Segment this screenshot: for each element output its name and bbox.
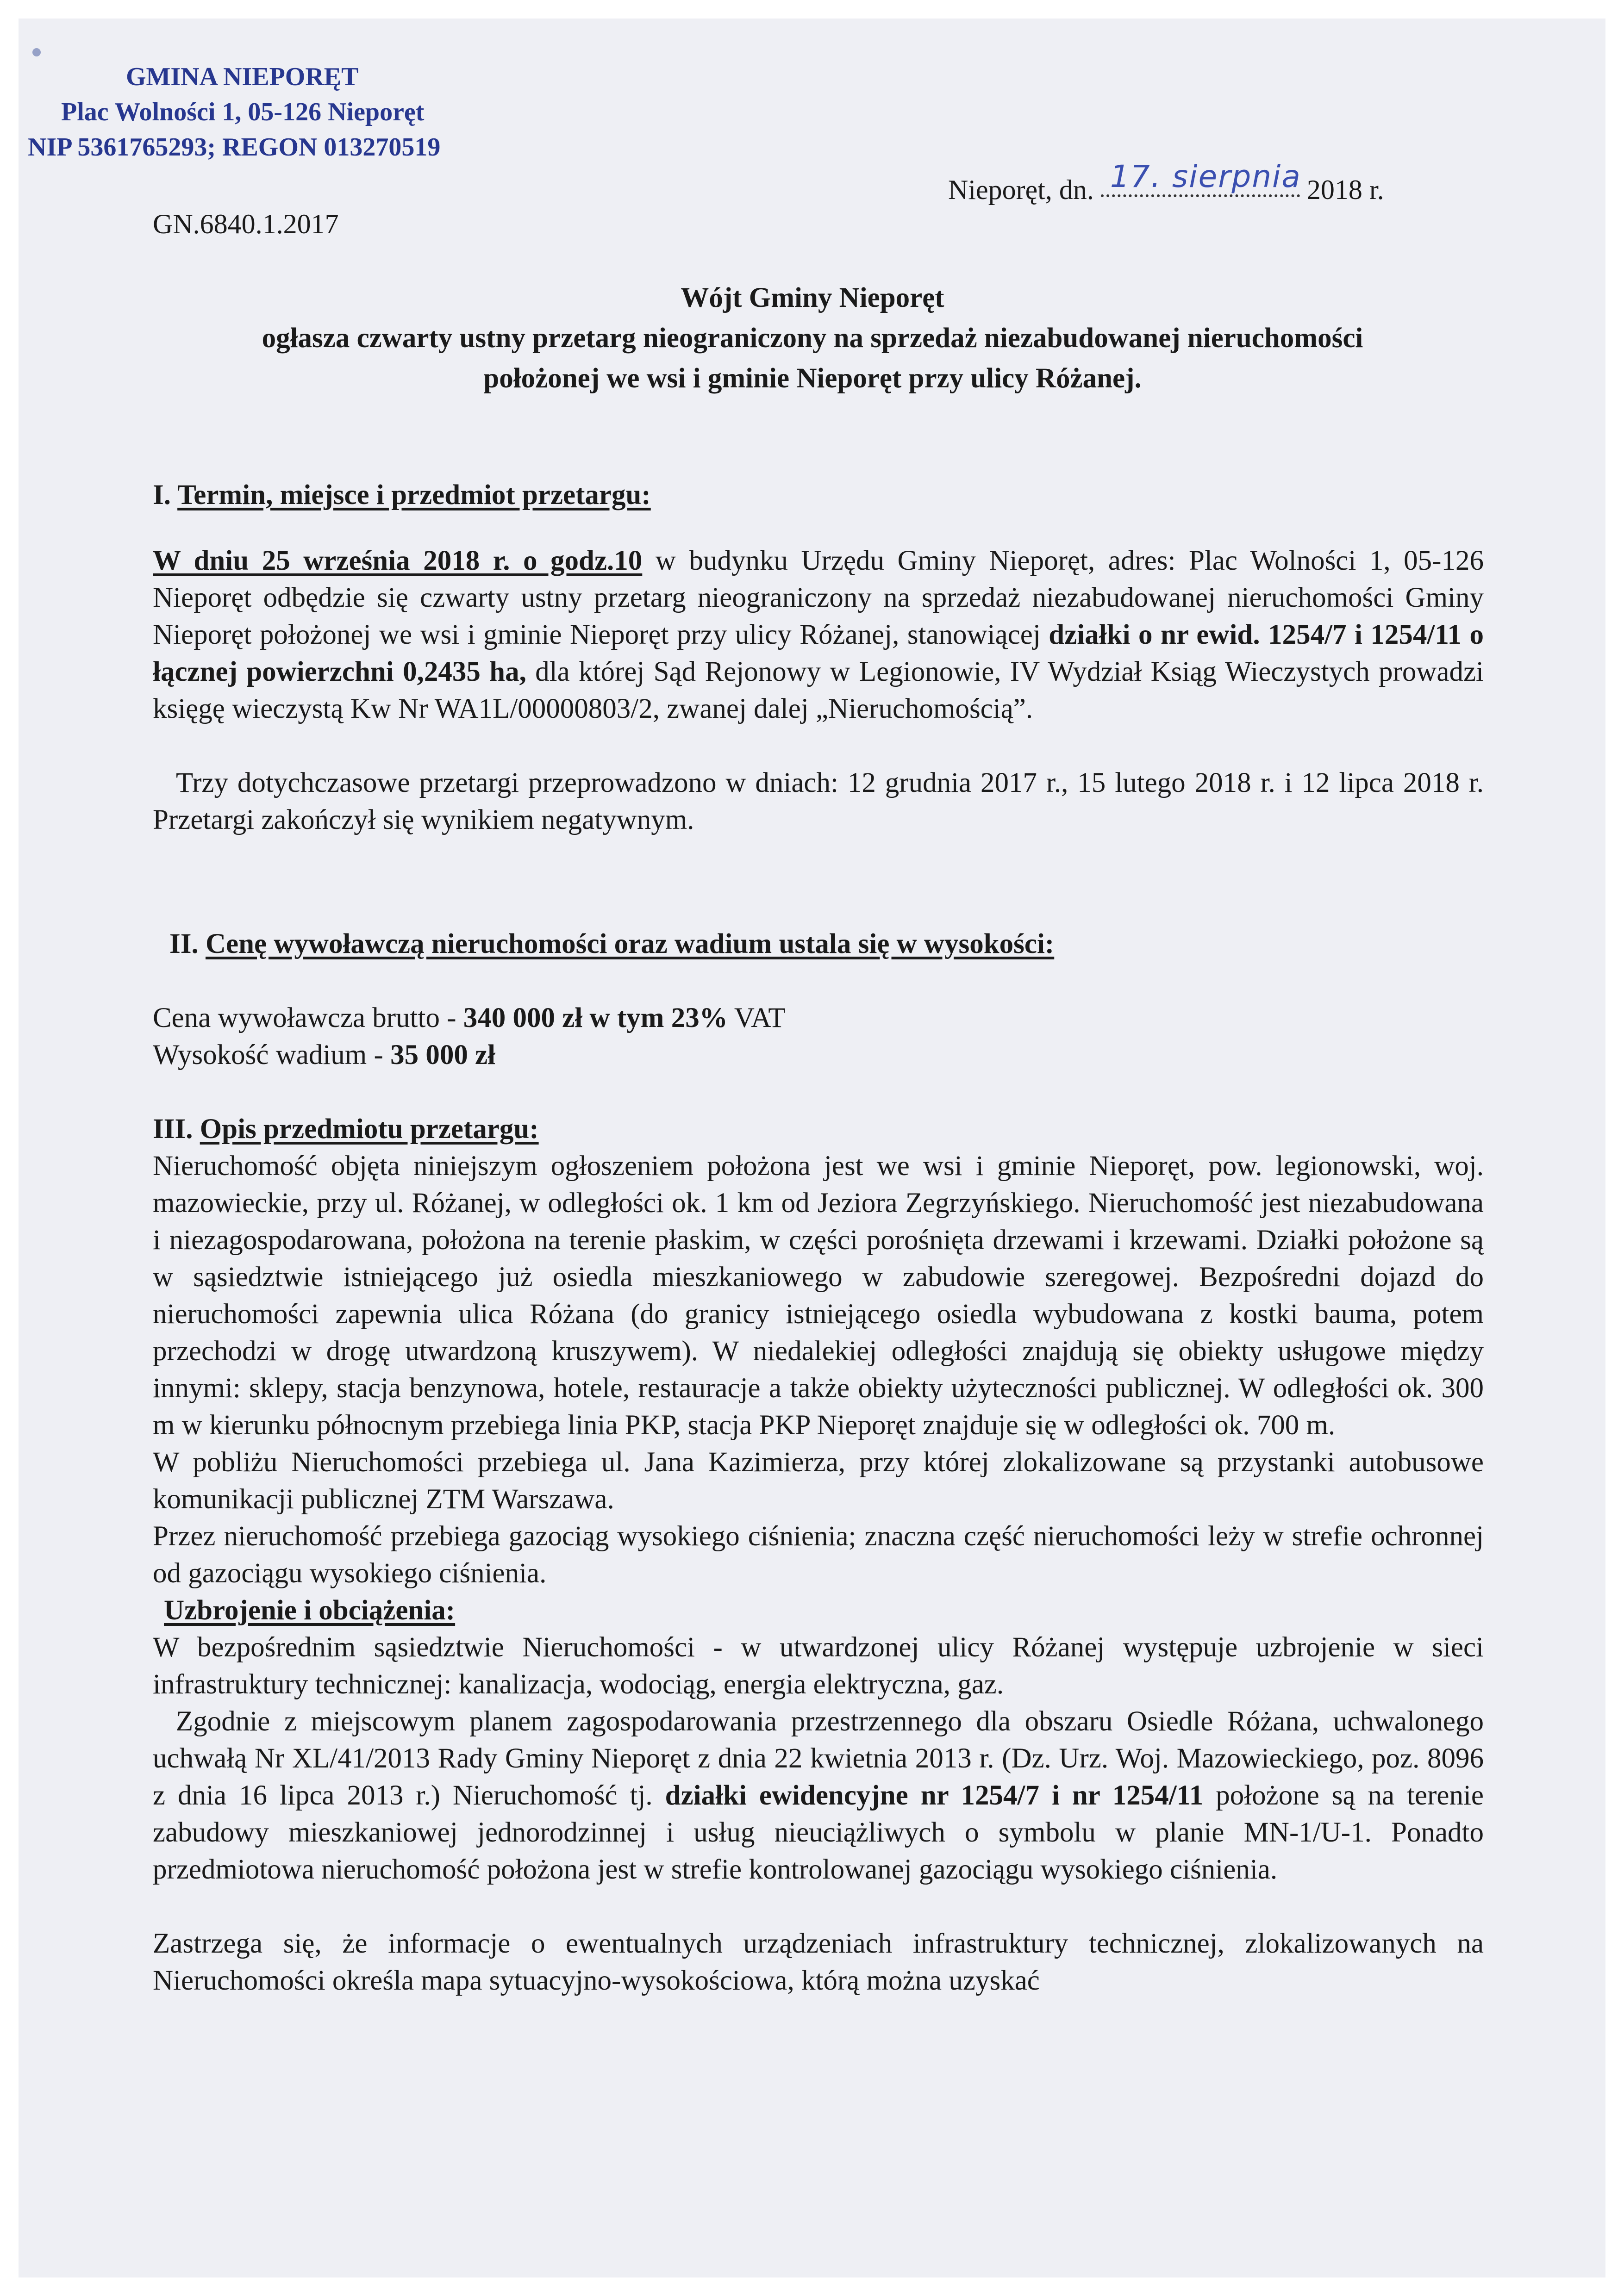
header-line-3: położonej we wsi i gminie Nieporęt przy ulicy Różanej.: [483, 363, 1142, 394]
section-3-paragraph-5: [153, 1703, 1484, 1888]
date-line: [948, 159, 1384, 206]
handwritten-date: 17. sierpnia: [1110, 159, 1301, 194]
date-suffix: 2018 r.: [1306, 174, 1384, 205]
auction-date: W dniu 25 września 2018 r. o godz.10: [153, 545, 643, 576]
zoning-text-b: położone są na terenie zabudowy mieszkaniowej jednorodzinnej i usług nieuciążliwych o symbolu w planie MN-1/U-1. Ponadto przedmiotowa nieruchomość położona jest w strefie kontrolowanej gazociągu wysokiego ciśnienia.: [153, 1780, 1484, 1885]
price-value: 340 000 zł w tym 23%: [463, 1002, 728, 1033]
section-1-text-a: w budynku Urzędu Gminy Nieporęt, adres: Plac Wolności 1, 05-126 Nieporęt odbędzie się czwarty ustny przetarg nieograniczony na sprzedaż niezabudowanej nieruchomości Gminy Nieporęt położonej we wsi i gminie Nieporęt przy ulicy Różanej, stanowiącej: [153, 545, 1484, 650]
section-1-text-b: dla której Sąd Rejonowy w Legionowie, IV Wydział Ksiąg Wieczystych prowadzi księgę wieczystą Kw Nr WA1L/00000803/2, zwanej dalej „Nieruchomością”.: [153, 656, 1484, 724]
stamp-line-3: NIP 5361765293; REGON 013270519: [28, 133, 441, 162]
section-1-body: [153, 542, 1484, 839]
parcel-info: działki o nr ewid. 1254/7 i 1254/11 o łącznej powierzchni 0,2435 ha,: [153, 619, 1484, 687]
price-vat: VAT: [727, 1002, 786, 1033]
price-label: Cena wywoławcza brutto -: [153, 1002, 463, 1033]
section-2-title: Cenę wywoławczą nieruchomości oraz wadium ustala się w wysokości:: [205, 928, 1055, 959]
section-3: [153, 1111, 1484, 1999]
dotted-line: [1101, 194, 1300, 197]
stamp-mark: [32, 48, 41, 56]
section-3-paragraph-2: W pobliżu Nieruchomości przebiega ul. Jana Kazimierza, przy której zlokalizowane są przystanki autobusowe komunikacji publicznej ZTM Warszawa.: [153, 1447, 1484, 1515]
section-3-num: III.: [153, 1114, 193, 1145]
stamp-line-1: GMINA NIEPORĘT: [126, 62, 359, 91]
section-3-paragraph-3: Przez nieruchomość przebiega gazociąg wysokiego ciśnienia; znaczna część nieruchomości leży w strefie ochronnej od gazociągu wysokiego ciśnienia.: [153, 1521, 1484, 1589]
date-prefix: Nieporęt, dn.: [948, 174, 1094, 205]
section-3-paragraph-6: Zastrzega się, że informacje o ewentualnych urządzeniach infrastruktury technicznej, zlokalizowanych na Nieruchomości określa mapa sytuacyjno-wysokościowa, którą można uzyskać: [153, 1928, 1484, 1996]
zoning-parcels: działki ewidencyjne nr 1254/7 i nr 1254/11: [665, 1780, 1204, 1811]
section-1-heading: [153, 477, 1484, 514]
section-3-title: Opis przedmiotu przetargu:: [200, 1114, 539, 1145]
section-2: [153, 926, 1484, 1074]
date-fill: [1101, 159, 1301, 199]
section-3-heading: [153, 1111, 1484, 1148]
header-line-2: ogłasza czwarty ustny przetarg nieograniczony na sprzedaż niezabudowanej nieruchomości: [262, 323, 1363, 354]
section-3-paragraph-4: W bezpośrednim sąsiedztwie Nieruchomości - w utwardzonej ulicy Różanej występuje uzbrojenie w sieci infrastruktury technicznej: kanalizacja, wodociąg, energia elektryczna, gaz.: [153, 1632, 1484, 1700]
reference-number: GN.6840.1.2017: [153, 209, 339, 239]
deposit-line: [153, 1037, 1484, 1074]
zoning-text-a: Zgodnie z miejscowym planem zagospodarowania przestrzennego dla obszaru Osiedle Różana, uchwalonego uchwałą Nr XL/41/2013 Rady Gminy Nieporęt z dnia 22 kwietnia 2013 r. (Dz. Urz. Woj. Mazowieckiego, poz. 8096 z dnia 16 lipca 2013 r.) Nieruchomość tj.: [153, 1706, 1484, 1811]
utilities-title: Uzbrojenie i obciążenia:: [164, 1595, 456, 1626]
section-1-paragraph-1: [153, 542, 1484, 728]
section-2-num: II.: [169, 928, 199, 959]
stamp-line-2: Plac Wolności 1, 05-126 Nieporęt: [61, 98, 425, 126]
deposit-value: 35 000 zł: [390, 1039, 496, 1070]
section-1-heading-block: [153, 477, 1484, 514]
section-1-num: I.: [153, 479, 171, 510]
section-3-paragraph-1: Nieruchomość objęta niniejszym ogłoszeniem położona jest we wsi i gminie Nieporęt, pow. legionowski, woj. mazowieckie, przy ul. Różanej, w odległości ok. 1 km od Jeziora Zegrzyńskiego. Nieruchomość jest niezabudowana i niezagospodarowana, położona na terenie płaskim, w części porośnięta drzewami i krzewami. Działki położone są w sąsiedztwie istniejącego już osiedla mieszkaniowego w zabudowie szeregowej. Bezpośredni dojazd do nieruchomości zapewnia ulica Różana (do granicy istniejącego osiedla wybudowana z kostki bauma, potem przechodzi w drogę utwardzoną kruszywem). W niedalekiej odległości znajdują się obiekty usługowe między innymi: sklepy, stacja benzynowa, hotele, restauracje a także obiekty użyteczności publicznej. W odległości ok. 300 m w kierunku północnym przebiega linia PKP, stacja PKP Nieporęt znajduje się w odległości ok. 700 m.: [153, 1151, 1484, 1441]
price-line: [153, 1000, 1484, 1037]
announcement-header: [153, 278, 1472, 398]
section-2-heading: [169, 926, 1484, 963]
utilities-heading: [164, 1592, 1484, 1629]
deposit-label: Wysokość wadium -: [153, 1039, 391, 1070]
municipality-stamp: [28, 59, 440, 165]
section-1-title: Termin, miejsce i przedmiot przetargu:: [177, 479, 651, 510]
header-line-1: Wójt Gminy Nieporęt: [681, 282, 944, 313]
section-1-paragraph-2: Trzy dotychczasowe przetargi przeprowadzono w dniach: 12 grudnia 2017 r., 15 lutego 2018 r. i 12 lipca 2018 r. Przetargi zakończył się wynikiem negatywnym.: [153, 767, 1484, 835]
